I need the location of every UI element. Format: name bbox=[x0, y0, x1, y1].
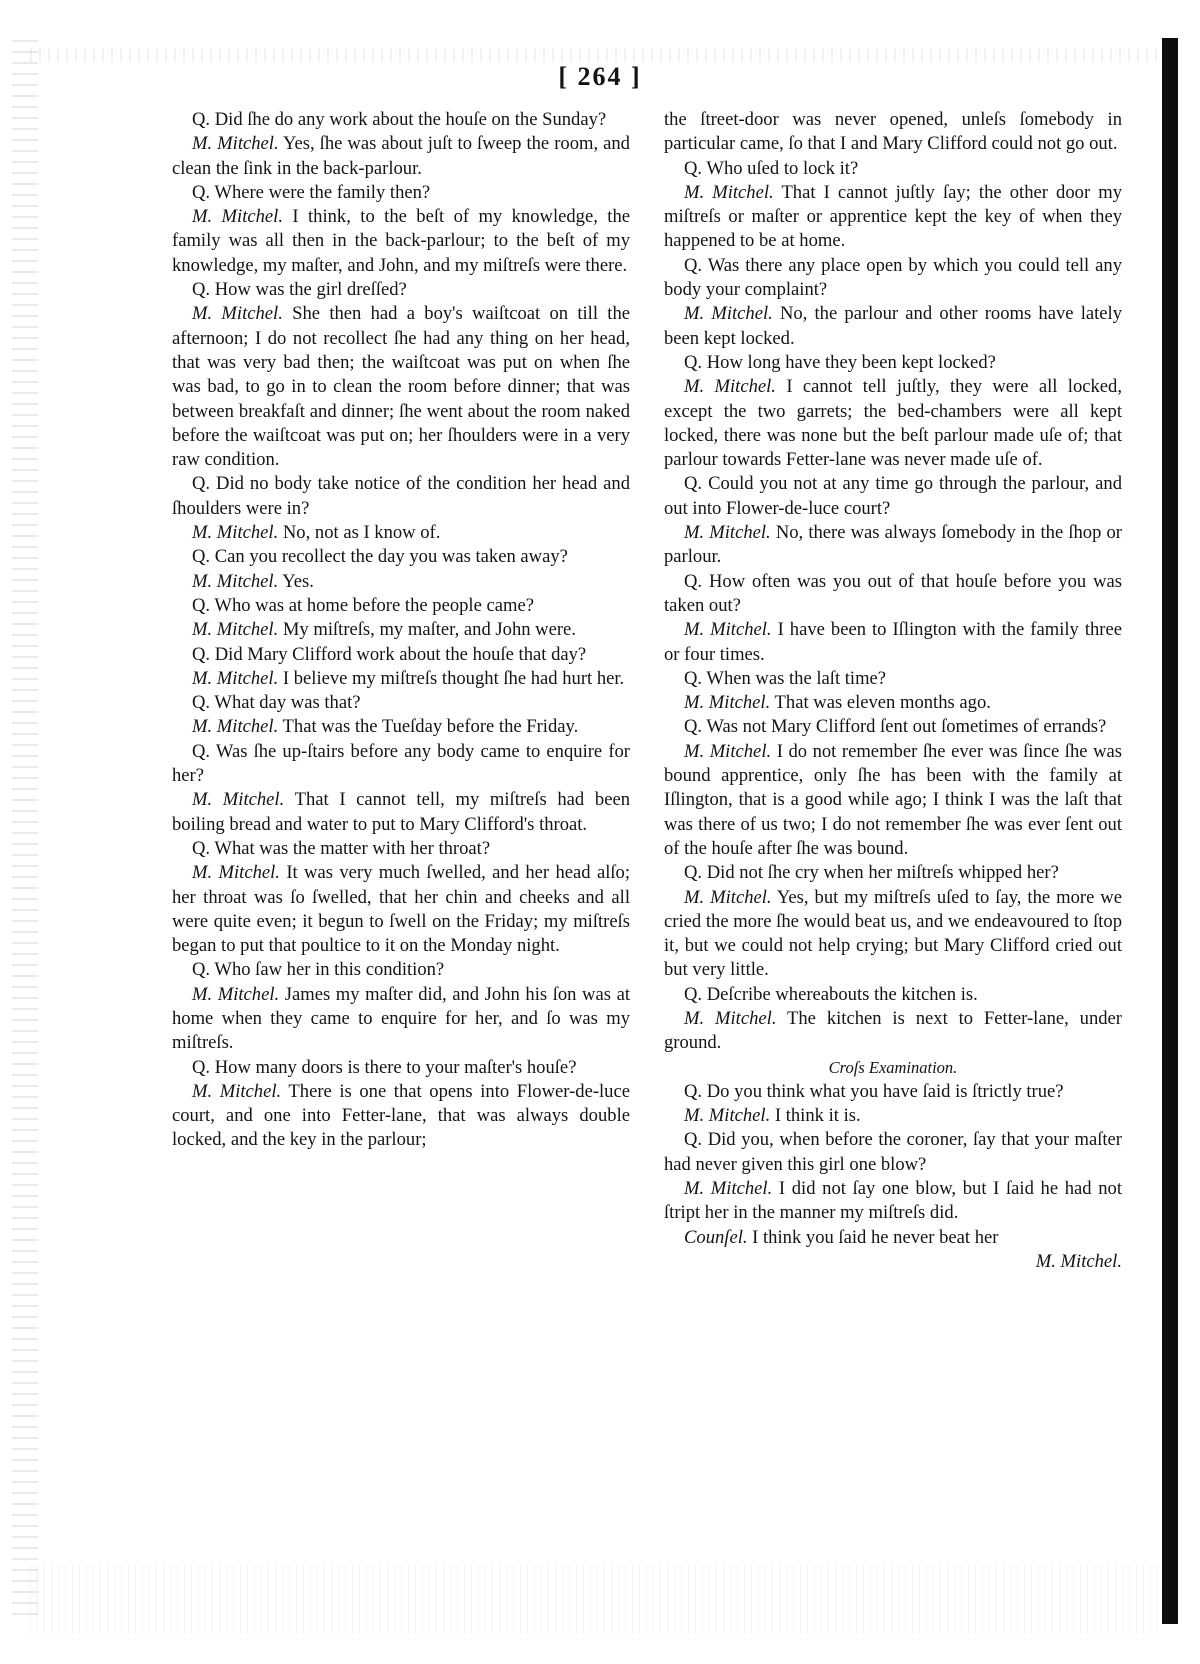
paragraph-text: Q. What day was that? bbox=[192, 692, 361, 714]
paragraph bbox=[664, 983, 1122, 1007]
speaker-label: M. Mitchel. bbox=[192, 667, 279, 689]
paragraph-text: Q. Was not Mary Clifford ſent out ſometimes of errands? bbox=[684, 716, 1107, 738]
paragraph-text: Q. Where were the family then? bbox=[192, 181, 431, 203]
paragraph-text: Q. Can you recollect the day you was taken away? bbox=[192, 546, 568, 568]
paragraph bbox=[172, 132, 630, 181]
paragraph bbox=[664, 1104, 1122, 1128]
paragraph-text: Q. Did you, when before the coroner, ſay that your maſter had never given this girl one blow? bbox=[664, 1129, 1122, 1175]
paragraph bbox=[664, 886, 1122, 983]
scan-noise-left bbox=[12, 40, 38, 1624]
paragraph bbox=[664, 1128, 1122, 1177]
paragraph-text: She then had a boy's waiſtcoat on till the afternoon; I do not recollect ſhe had any thing on her head, that was very bad then; the waiſtcoat was put on when ſhe was bad, to go in to clean the room before dinner; that was between breakfaſt and dinner; ſhe went about the room naked before the waiſtcoat was put on; her ſhoulders were in a very raw condition. bbox=[172, 303, 630, 471]
paragraph-text: That was eleven months ago. bbox=[770, 692, 991, 714]
speaker-label: Counſel. bbox=[684, 1226, 748, 1248]
paragraph-text: No, there was always ſomebody in the ſhop or parlour. bbox=[664, 522, 1122, 568]
speaker-label: M. Mitchel. bbox=[684, 1178, 773, 1200]
speaker-label: M. Mitchel. bbox=[684, 1105, 771, 1127]
paragraph-text: That was the Tueſday before the Friday. bbox=[278, 716, 579, 738]
speaker-label: M. Mitchel. bbox=[684, 376, 776, 398]
paragraph-text: Q. When was the laſt time? bbox=[684, 667, 887, 689]
paragraph-text: Q. Did not ſhe cry when her miſtreſs whipped her? bbox=[684, 862, 1059, 884]
paragraph-text: I have been to Iſlington with the family three or four times. bbox=[664, 619, 1123, 665]
paragraph-text: James my maſter did, and John his ſon was at home when they came to enquire for her, and ſo was my miſtreſs. bbox=[172, 983, 630, 1054]
paragraph-text: Q. How long have they been kept locked? bbox=[684, 351, 996, 373]
speaker-label: M. Mitchel. bbox=[192, 1080, 282, 1102]
paragraph bbox=[172, 545, 630, 569]
paragraph bbox=[172, 983, 630, 1056]
paragraph bbox=[172, 205, 630, 278]
speaker-label: M. Mitchel. bbox=[684, 181, 774, 203]
paragraph bbox=[172, 108, 630, 132]
speaker-label: M. Mitchel. bbox=[192, 619, 279, 641]
paragraph bbox=[664, 1226, 1122, 1250]
paragraph bbox=[172, 643, 630, 667]
speaker-label: M. Mitchel. bbox=[192, 522, 279, 544]
paragraph-text: Q. Did no body take notice of the condition her head and ſhoulders were in? bbox=[172, 473, 630, 519]
scan-noise-top bbox=[30, 48, 1160, 62]
paragraph-text: Q. Could you not at any time go through the parlour, and out into Flower-de-luce court? bbox=[664, 473, 1122, 519]
paragraph bbox=[664, 740, 1122, 861]
paragraph bbox=[172, 521, 630, 545]
paragraph-text: That I cannot tell, my miſtreſs had been boiling bread and water to put to Mary Clifford's throat. bbox=[172, 789, 630, 835]
paragraph-text: Croſs Examination. bbox=[828, 1057, 958, 1077]
paragraph-text: No, the parlour and other rooms have lately been kept locked. bbox=[664, 303, 1122, 349]
paragraph-text: Q. How many doors is there to your maſter's houſe? bbox=[192, 1056, 577, 1078]
paragraph-text: Q. Do you think what you have ſaid is ſtrictly true? bbox=[684, 1080, 1064, 1102]
paragraph-text: Q. How was the girl dreſſed? bbox=[192, 279, 407, 301]
speaker-label: M. Mitchel. bbox=[684, 692, 771, 714]
paragraph-text: Q. Did Mary Clifford work about the houſe that day? bbox=[192, 643, 587, 665]
paragraph-text: I did not ſay one blow, but I ſaid he had not ſtript her in the manner my miſtreſs did. bbox=[664, 1178, 1122, 1224]
paragraph bbox=[172, 861, 630, 958]
paragraph bbox=[172, 691, 630, 715]
paragraph-text: My miſtreſs, my maſter, and John were. bbox=[278, 619, 576, 641]
paragraph-text: Q. What was the matter with her throat? bbox=[192, 837, 491, 859]
paragraph-text: Q. Was ſhe up-ſtairs before any body came to enquire for her? bbox=[172, 740, 630, 787]
paragraph-text: Yes, but my miſtreſs uſed to ſay, the more we cried the more ſhe would beat us, and we endeavoured to ſtop it, but we could not help crying; but Mary Clifford cried out but very little. bbox=[664, 886, 1122, 981]
paragraph-text: There is one that opens into Flower-de-luce court, and one into Fetter-lane, that was always double locked, and the key in the parlour; bbox=[172, 1080, 630, 1151]
paragraph-text: No, not as I know of. bbox=[278, 522, 441, 544]
speaker-label: M. Mitchel. bbox=[192, 206, 283, 228]
paragraph-text: I do not remember ſhe ever was ſince ſhe was bound apprentice, only ſhe has been with the family at Iſlington, that is a good while ago; I think I was the laſt that was there of us two; I do not remember ſhe was ever ſent out of the houſe after ſhe was bound. bbox=[664, 740, 1122, 859]
paragraph-text: I cannot tell juſtly, they were all locked, except the two garrets; the bed-chambers were all kept locked, there was none but the beſt parlour made uſe of; that parlour towards Fetter-lane was never made uſe of. bbox=[664, 376, 1122, 471]
paragraph bbox=[172, 1080, 630, 1153]
speaker-label: M. Mitchel. bbox=[192, 133, 279, 155]
paragraph-text: Q. How often was you out of that houſe before you was taken out? bbox=[664, 570, 1122, 616]
left-column bbox=[172, 108, 630, 1153]
paragraph bbox=[664, 1056, 1122, 1080]
speaker-label: M. Mitchel. bbox=[192, 716, 279, 738]
paragraph-text: I believe my miſtreſs thought ſhe had hurt her. bbox=[278, 667, 625, 689]
paragraph bbox=[664, 302, 1122, 351]
speaker-label: M. Mitchel. bbox=[684, 886, 772, 908]
paragraph bbox=[172, 618, 630, 642]
paragraph bbox=[172, 570, 630, 594]
paragraph-text: the ſtreet-door was never opened, unleſs ſomebody in particular came, ſo that I and Mary Clifford could not go out. bbox=[664, 109, 1122, 155]
paragraph-text: Yes, ſhe was about juſt to ſweep the room, and clean the ſink in the back-parlour. bbox=[172, 133, 630, 179]
paragraph bbox=[172, 740, 630, 789]
paragraph bbox=[664, 667, 1122, 691]
paragraph bbox=[664, 254, 1122, 303]
paragraph bbox=[664, 157, 1122, 181]
paragraph bbox=[664, 181, 1122, 254]
paragraph-text: The kitchen is next to Fetter-lane, under ground. bbox=[664, 1007, 1122, 1054]
paragraph-text: Yes. bbox=[278, 570, 314, 592]
speaker-label: M. Mitchel. bbox=[1035, 1250, 1122, 1272]
paragraph bbox=[172, 472, 630, 521]
speaker-label: M. Mitchel. bbox=[192, 789, 285, 811]
speaker-label: M. Mitchel. bbox=[684, 619, 772, 641]
speaker-label: M. Mitchel. bbox=[192, 570, 279, 592]
paragraph-text: Q. Who ſaw her in this condition? bbox=[192, 959, 445, 981]
paragraph-text: I think you ſaid he never beat her bbox=[747, 1226, 999, 1248]
paragraph-text: It was very much ſwelled, and her head alſo; her throat was ſo ſwelled, that her chin and cheeks and all were quite even; it begun to ſwell on the Friday; my miſtreſs began to put that poultice to it on the Monday night. bbox=[172, 862, 630, 957]
paragraph-text: That I cannot juſtly ſay; the other door my miſtreſs or maſter or apprentice kept the key of when they happened to be at home. bbox=[664, 181, 1122, 252]
paragraph bbox=[664, 1007, 1122, 1056]
paragraph-text: Q. Was there any place open by which you could tell any body your complaint? bbox=[664, 254, 1122, 301]
paragraph bbox=[172, 667, 630, 691]
speaker-label: M. Mitchel. bbox=[684, 1007, 777, 1029]
paragraph bbox=[664, 108, 1122, 157]
speaker-label: M. Mitchel. bbox=[684, 522, 771, 544]
paragraph bbox=[664, 861, 1122, 885]
paragraph bbox=[172, 788, 630, 837]
scan-edge-bar bbox=[1162, 38, 1178, 1624]
paragraph bbox=[664, 351, 1122, 375]
paragraph-text: Q. Did ſhe do any work about the houſe on the Sunday? bbox=[192, 109, 607, 130]
paragraph bbox=[664, 570, 1122, 619]
paragraph bbox=[172, 837, 630, 861]
paragraph bbox=[664, 472, 1122, 521]
paragraph bbox=[664, 1080, 1122, 1104]
paragraph bbox=[664, 375, 1122, 472]
paragraph bbox=[172, 1056, 630, 1080]
paragraph-text: Q. Who uſed to lock it? bbox=[684, 157, 859, 179]
paragraph bbox=[172, 302, 630, 472]
speaker-label: M. Mitchel. bbox=[192, 983, 280, 1005]
paragraph bbox=[664, 1250, 1122, 1274]
speaker-label: M. Mitchel. bbox=[192, 862, 280, 884]
paragraph bbox=[172, 715, 630, 739]
paragraph bbox=[172, 181, 630, 205]
paragraph bbox=[172, 594, 630, 618]
paragraph bbox=[172, 958, 630, 982]
scan-noise-bottom bbox=[30, 1564, 1160, 1634]
speaker-label: M. Mitchel. bbox=[684, 303, 773, 325]
page-number: [ 264 ] bbox=[558, 62, 642, 91]
paragraph bbox=[664, 691, 1122, 715]
right-column bbox=[664, 108, 1122, 1274]
paragraph bbox=[664, 1177, 1122, 1226]
paragraph-text: Q. Who was at home before the people came? bbox=[192, 594, 534, 616]
speaker-label: M. Mitchel. bbox=[192, 303, 283, 325]
paragraph-text: Q. Deſcribe whereabouts the kitchen is. bbox=[684, 983, 978, 1005]
paragraph-text: I think, to the beſt of my knowledge, the family was all then in the back-parlour; to the beſt of my knowledge, my maſter, and John, and my miſtreſs were there. bbox=[172, 206, 630, 276]
paragraph bbox=[664, 715, 1122, 739]
speaker-label: M. Mitchel. bbox=[684, 740, 772, 762]
paragraph bbox=[664, 618, 1122, 667]
paragraph bbox=[172, 278, 630, 302]
paragraph-text: I think it is. bbox=[770, 1105, 861, 1127]
paragraph bbox=[664, 521, 1122, 570]
